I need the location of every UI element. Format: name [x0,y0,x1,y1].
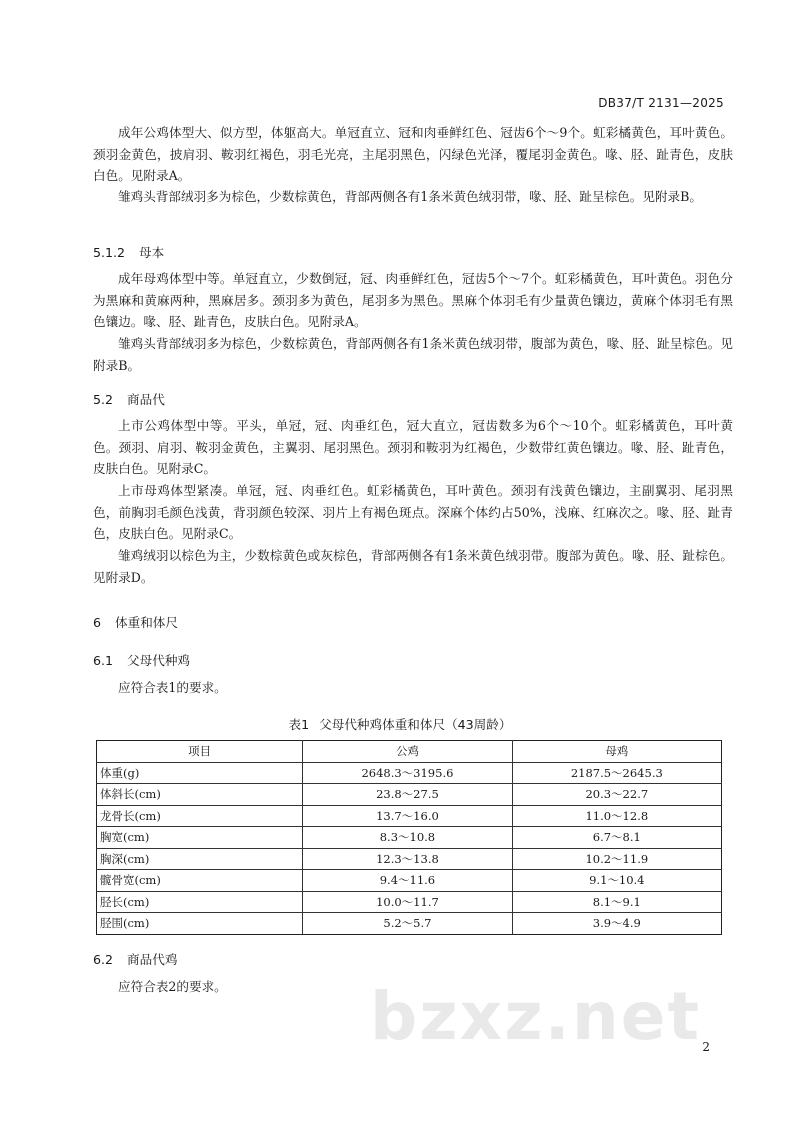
section-number: 6.2 [93,952,114,967]
table-title: 父母代种鸡体重和体尺（43周龄） [319,717,512,732]
row-item: 髋骨宽(cm) [97,870,303,892]
hen-value: 11.0～12.8 [512,805,721,827]
paragraph-adult-hen: 成年母鸡体型中等。单冠直立，少数倒冠，冠、肉垂鲜红色，冠齿5个～7个。虹彩橘黄色，耳叶黄色。羽色分为黑麻和黄麻两种，黑麻居多。颈羽多为黄色，尾羽多为黑色。黑麻个体羽毛有少量黄色镶边，黄麻个体羽毛有黑色镶边。喙、胫、趾青色，皮肤白色。见附录A。 [93,271,733,329]
table-row [97,848,722,870]
section-title: 母本 [139,245,165,260]
rooster-value: 10.0～11.7 [303,891,512,913]
section-number: 5.2 [93,392,114,407]
row-item: 龙骨长(cm) [97,805,303,827]
heading-6-2 [93,949,177,968]
rooster-value: 5.2～5.7 [303,913,512,935]
heading-5-1-2 [93,242,164,261]
paragraph-market-rooster: 上市公鸡体型中等。平头，单冠，冠、肉垂红色，冠大直立，冠齿数多为6个～10个。虹彩橘黄色，耳叶黄色。颈羽、肩羽、鞍羽金黄色，主翼羽、尾羽黑色。颈羽和鞍羽为红褐色，少数带红黄色镶边。喙、胫、趾青色，皮肤白色。见附录C。 [93,418,733,476]
table-row [97,827,722,849]
hen-value: 9.1～10.4 [512,870,721,892]
row-item: 胫长(cm) [97,891,303,913]
hen-value: 2187.5～2645.3 [512,762,721,784]
section-title: 体重和体尺 [115,615,178,630]
header-hen: 母鸡 [512,741,721,763]
paragraph-market-hen: 上市母鸡体型紧凑。单冠，冠、肉垂红色。虹彩橘黄色，耳叶黄色。颈羽有浅黄色镶边，主副翼羽、尾羽黑色，前胸羽毛颜色浅黄，背羽颜色较深、羽片上有褐色斑点。深麻个体约占50%，浅麻、红麻次之。喙、胫、趾青色，皮肤白色。见附录C。 [93,483,733,541]
table-row [97,762,722,784]
hen-value: 3.9～4.9 [512,913,721,935]
header-rooster: 公鸡 [303,741,512,763]
row-item: 胫围(cm) [97,913,303,935]
table-row [97,870,722,892]
paragraph-table1-ref: 应符合表1的要求。 [118,680,227,695]
section-number: 6.1 [93,653,114,668]
table1 [96,740,722,935]
rooster-value: 23.8～27.5 [303,784,512,806]
heading-6 [93,612,178,631]
paragraph-chick-male-line: 雏鸡头背部绒羽多为棕色，少数棕黄色，背部两侧各有1条米黄色绒羽带，喙、胫、趾呈棕色。见附录B。 [118,189,702,204]
hen-value: 8.1～9.1 [512,891,721,913]
rooster-value: 8.3～10.8 [303,827,512,849]
rooster-value: 2648.3～3195.6 [303,762,512,784]
row-item: 胸宽(cm) [97,827,303,849]
rooster-value: 9.4～11.6 [303,870,512,892]
watermark: bzxz.net [370,978,702,1055]
table-row [97,913,722,935]
hen-value: 20.3～22.7 [512,784,721,806]
hen-value: 10.2～11.9 [512,848,721,870]
row-item: 体重(g) [97,762,303,784]
standard-code: DB37/T 2131—2025 [598,96,724,110]
section-title: 商品代 [127,392,165,407]
hen-value: 6.7～8.1 [512,827,721,849]
heading-5-2 [93,389,165,408]
section-number: 6 [93,615,102,630]
paragraph-chick-female-line: 雏鸡头背部绒羽多为棕色，少数棕黄色，背部两侧各有1条米黄色绒羽带，腹部为黄色，喙、胫、趾呈棕色。见附录B。 [93,336,733,373]
row-item: 胸深(cm) [97,848,303,870]
section-number: 5.1.2 [93,245,126,260]
paragraph-adult-rooster: 成年公鸡体型大、似方型，体躯高大。单冠直立、冠和肉垂鲜红色、冠齿6个～9个。虹彩橘黄色，耳叶黄色。颈羽金黄色，披肩羽、鞍羽红褐色，羽毛光亮，主尾羽黑色，闪绿色光泽，覆尾羽金黄色。喙、胫、趾青色，皮肤白色。见附录A。 [93,125,733,183]
table-row [97,784,722,806]
paragraph-table2-ref: 应符合表2的要求。 [118,979,227,994]
rooster-value: 12.3～13.8 [303,848,512,870]
table-number: 表1 [288,717,310,732]
section-title: 商品代鸡 [127,952,178,967]
table-header-row [97,741,722,763]
table-row [97,805,722,827]
heading-6-1 [93,650,190,669]
rooster-value: 13.7～16.0 [303,805,512,827]
row-item: 体斜长(cm) [97,784,303,806]
header-item: 项目 [97,741,303,763]
page-number: 2 [702,1040,710,1054]
table-row [97,891,722,913]
table1-caption [0,714,800,733]
section-title: 父母代种鸡 [127,653,190,668]
paragraph-market-chick: 雏鸡绒羽以棕色为主，少数棕黄色或灰棕色，背部两侧各有1条米黄色绒羽带。腹部为黄色。喙、胫、趾棕色。见附录D。 [93,548,733,585]
